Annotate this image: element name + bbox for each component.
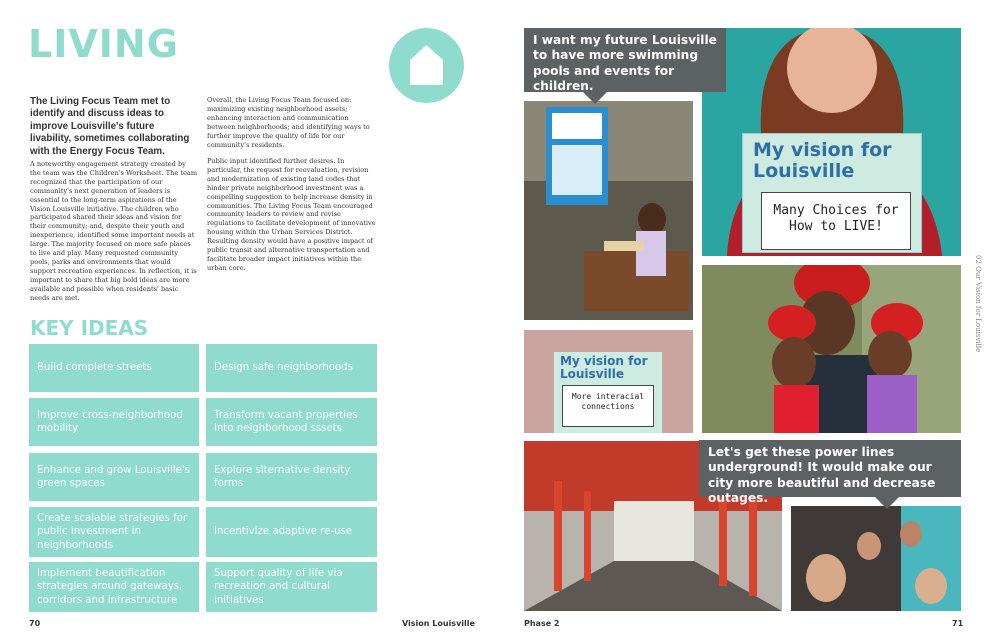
- key-idea-card: Implement beautification strategies around gateways, corridors and infrastructure: [29, 562, 199, 612]
- key-idea-card: Support quality of life via recreation and cultural initiatives: [206, 562, 377, 612]
- sign-handwriting: Many Choices for How to LIVE!: [761, 192, 911, 250]
- key-idea-card: Design safe neighborhoods: [206, 344, 377, 392]
- page-title: LIVING: [28, 22, 179, 66]
- sign-heading: My vision for Louisville: [560, 354, 648, 381]
- house-icon: [409, 44, 444, 86]
- firefighter-scene: [702, 265, 961, 433]
- attendees-scene: [791, 506, 961, 611]
- footer-title: Vision Louisville: [402, 619, 475, 628]
- photo-woman-with-sign: [702, 28, 961, 256]
- photo-firefighter-kids: [702, 265, 961, 433]
- footer-phase: Phase 2: [524, 619, 560, 628]
- vision-sign-2: [554, 352, 662, 433]
- girl-drawing-scene: [524, 101, 693, 320]
- quote-callout-power-lines: Let's get these power lines underground! It would make our city more beautiful and decrease outages.: [699, 440, 961, 497]
- sign-heading: My vision for Louisville: [753, 139, 892, 182]
- lead-paragraph: The Living Focus Team met to identify and discuss ideas to improve Louisville's future livability, sometimes collaborating with the Energy Focus Team.: [30, 96, 190, 157]
- key-idea-card: Explore slternative density forms: [206, 453, 377, 501]
- body-paragraph-children-worksheet: A noteworthy engagement strategy created by the team was the Children's Worksheet. The team recognized that the participation of our community's next generation of leaders is essential to the long-term aspirations of the Vision Louisville initiative. The children who participated shared their ideas and vision for their community; and, despite their youth and inexperience, identified some important needs at large. The majority focused on more safe places to live and play. Many requested community pools, parks and environments that would support recreation experiences. In reflection, it is important to share that big bold ideas are more available and possible when residents' basic needs are met.: [30, 160, 198, 302]
- key-idea-card: Incentivize adaptive re-use: [206, 507, 377, 557]
- key-idea-card: Improve cross-neighborhood mobility: [29, 398, 199, 446]
- photo-event-attendees: [791, 506, 961, 611]
- photo-girl-drawing: [524, 101, 693, 320]
- section-side-tab: 02 Our Vision for Louisville: [974, 255, 982, 353]
- vision-sign-1: [742, 133, 922, 253]
- callout-tail: [875, 497, 899, 509]
- key-idea-card: Create scalable strategies for public investment in neighborhoods: [29, 507, 199, 557]
- photo-child-with-sign: [524, 330, 693, 433]
- sign-handwriting: More interacial connections: [562, 385, 654, 427]
- body-paragraph-overall: Overall, the Living Focus Team focused on: maximizing existing neighborhood assets; enhancing interaction and communication between neighborhoods; and identifying ways to further improve the quality of life for our community's residents.: [207, 96, 370, 149]
- callout-tail: [583, 92, 607, 104]
- key-idea-card: Transform vacant properties into neighborhood sssets: [206, 398, 377, 446]
- body-paragraph-public-input: Public input identified further desires. In particular, the request for reevaluation, revision and modernization of existing land codes that hinder private neighborhood investment was a compelling suggestion to help increase density in communities. The Living Focus Team encouraged community leaders to review and revise regulations to facilitate development of innovative housing within the Urban Services District. Resulting density would have a positive impact of public transit and alternative transportation and facilitate broader impact initiatives within the urban core.: [207, 157, 376, 272]
- page-number-right: 71: [952, 619, 964, 628]
- page-number-left: 70: [29, 619, 41, 628]
- key-ideas-heading: KEY IDEAS: [30, 316, 149, 340]
- key-idea-card: Build complete streets: [29, 344, 199, 392]
- quote-callout-pools: I want my future Louisville to have more swimming pools and events for children.: [524, 28, 726, 92]
- house-icon-circle: [389, 28, 464, 103]
- key-idea-card: Enhance and grow Louisville's green spaces: [29, 453, 199, 501]
